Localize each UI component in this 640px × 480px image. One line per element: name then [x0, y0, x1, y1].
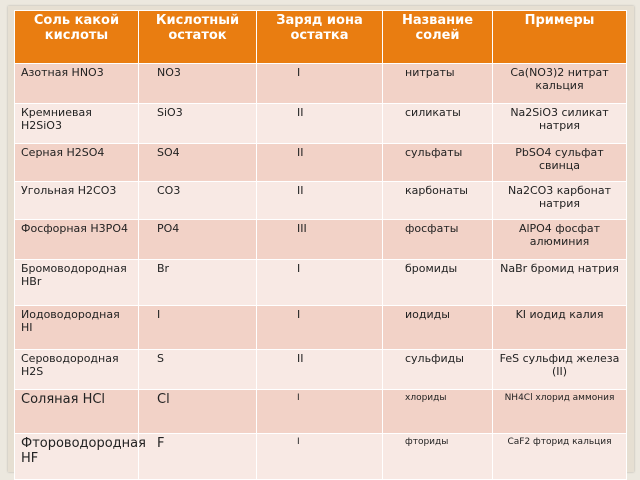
acid-cell: Сероводородная H2S [15, 350, 139, 390]
table-row [15, 260, 627, 306]
charge-cell: I [257, 260, 383, 306]
table-row [15, 104, 627, 144]
charge-cell: I [257, 306, 383, 350]
acid-cell: Иодоводородная HI [15, 306, 139, 350]
salt-name-cell: хлориды [383, 390, 493, 434]
example-cell: NH4Cl хлорид аммония [493, 390, 627, 434]
acid-cell: Фосфорная H3PO4 [15, 220, 139, 260]
anion-cell: CO3 [139, 182, 257, 220]
salt-name-cell: нитраты [383, 64, 493, 104]
header-anion: Кислотный остаток [139, 11, 257, 64]
charge-cell: II [257, 182, 383, 220]
acid-cell: Азотная HNO3 [15, 64, 139, 104]
table-row [15, 182, 627, 220]
table-row [15, 434, 627, 480]
charge-cell: I [257, 64, 383, 104]
acid-cell: Соляная HCl [15, 390, 139, 434]
charge-cell: I [257, 434, 383, 480]
header-acid: Соль какой кислоты [15, 11, 139, 64]
table-row [15, 350, 627, 390]
acid-cell: Угольная H2CO3 [15, 182, 139, 220]
salt-name-cell: сульфиды [383, 350, 493, 390]
header-row [15, 11, 627, 64]
header-salt-name: Название солей [383, 11, 493, 64]
acid-cell: Фтороводородная HF [15, 434, 139, 480]
anion-cell: S [139, 350, 257, 390]
example-cell: Na2CO3 карбонат натрия [493, 182, 627, 220]
header-charge: Заряд иона остатка [257, 11, 383, 64]
charge-cell: II [257, 104, 383, 144]
table-row [15, 306, 627, 350]
salt-name-cell: фосфаты [383, 220, 493, 260]
anion-cell: PO4 [139, 220, 257, 260]
acid-cell: Кремниевая H2SiO3 [15, 104, 139, 144]
salt-name-cell: иодиды [383, 306, 493, 350]
salt-name-cell: силикаты [383, 104, 493, 144]
header-examples: Примеры [493, 11, 627, 64]
charge-cell: III [257, 220, 383, 260]
table-row [15, 390, 627, 434]
charge-cell: II [257, 350, 383, 390]
anion-cell: Br [139, 260, 257, 306]
salt-name-cell: сульфаты [383, 144, 493, 182]
anion-cell: I [139, 306, 257, 350]
salts-table [14, 10, 627, 480]
example-cell: PbSO4 сульфат свинца [493, 144, 627, 182]
example-cell: FeS сульфид железа (II) [493, 350, 627, 390]
table-row [15, 144, 627, 182]
example-cell: Na2SiO3 силикат натрия [493, 104, 627, 144]
table-row [15, 64, 627, 104]
table-row [15, 220, 627, 260]
anion-cell: SiO3 [139, 104, 257, 144]
salt-name-cell: бромиды [383, 260, 493, 306]
anion-cell: SO4 [139, 144, 257, 182]
acid-cell: Серная H2SO4 [15, 144, 139, 182]
salt-name-cell: фториды [383, 434, 493, 480]
example-cell: AlPO4 фосфат алюминия [493, 220, 627, 260]
anion-cell: NO3 [139, 64, 257, 104]
example-cell: Ca(NO3)2 нитрат кальция [493, 64, 627, 104]
anion-cell: Cl [139, 390, 257, 434]
salt-name-cell: карбонаты [383, 182, 493, 220]
example-cell: KI иодид калия [493, 306, 627, 350]
charge-cell: I [257, 390, 383, 434]
charge-cell: II [257, 144, 383, 182]
example-cell: NaBr бромид натрия [493, 260, 627, 306]
acid-cell: Бромоводородная HBr [15, 260, 139, 306]
example-cell: CaF2 фторид кальция [493, 434, 627, 480]
anion-cell: F [139, 434, 257, 480]
